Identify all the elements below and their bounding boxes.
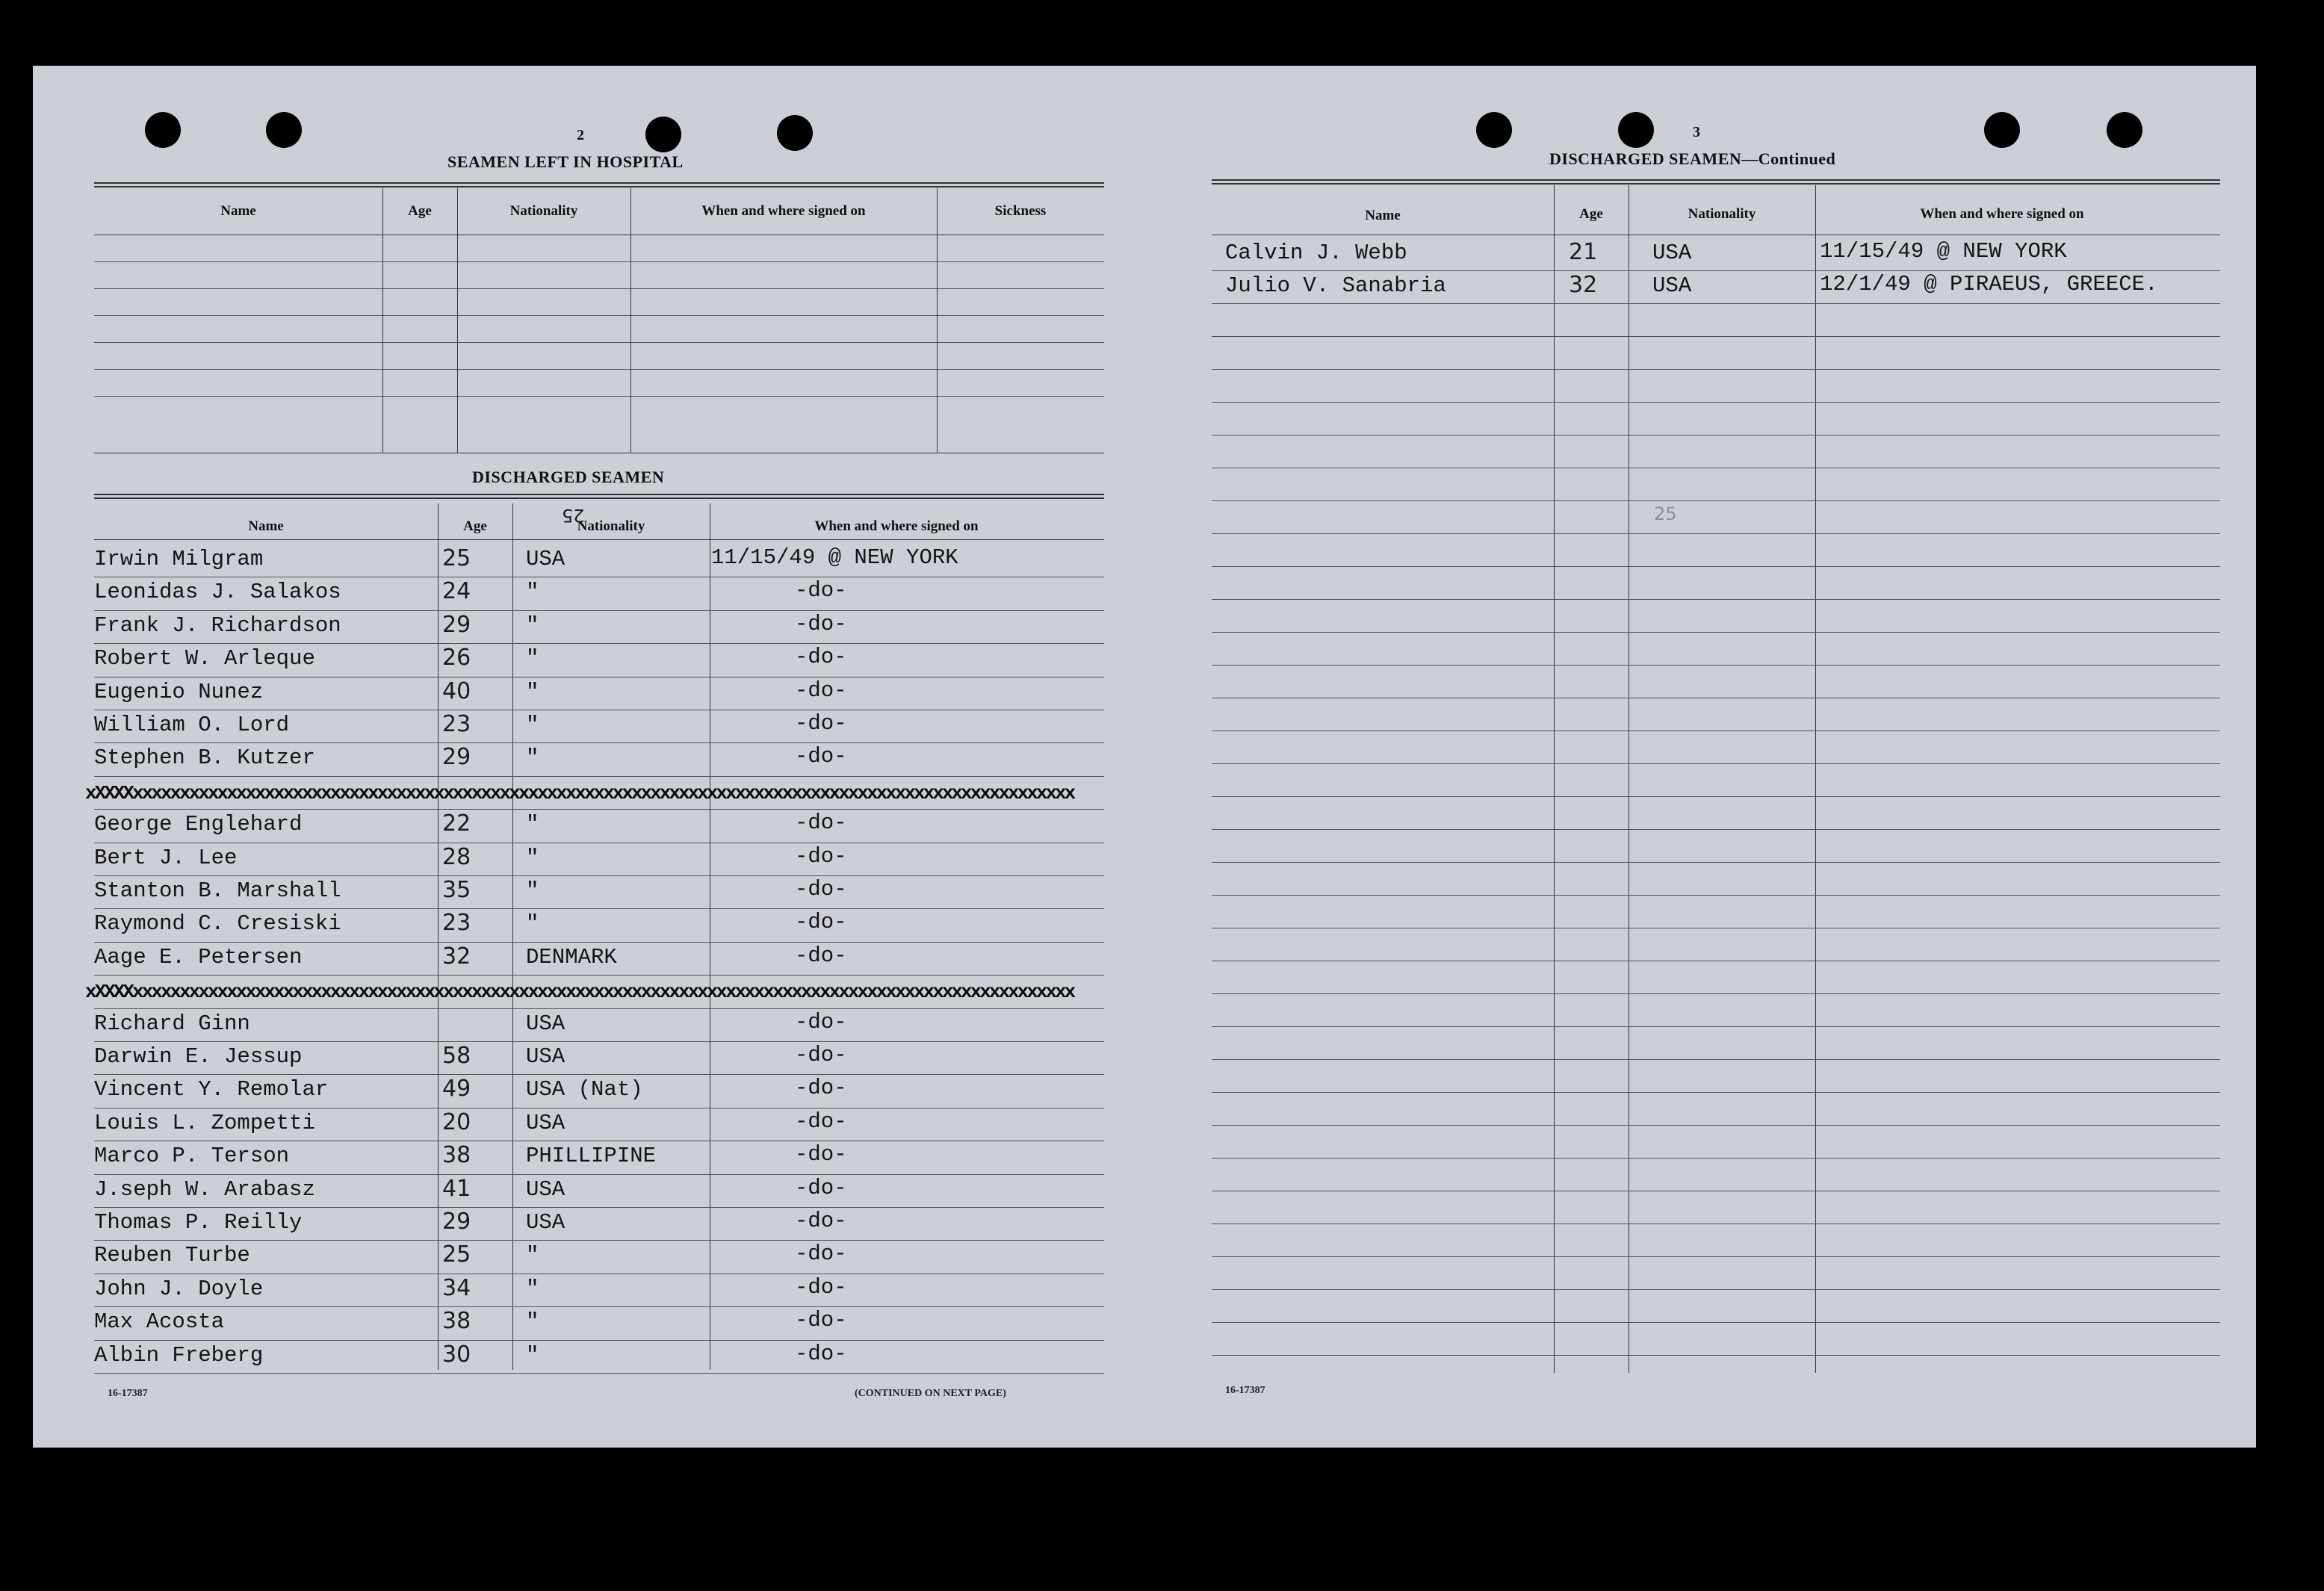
seaman-name: Bert J. Lee bbox=[94, 845, 238, 870]
row-rule bbox=[1212, 369, 2220, 370]
row-rule bbox=[94, 1074, 1104, 1075]
row-rule bbox=[1212, 303, 2220, 304]
seaman-signed-on: -do- bbox=[795, 1009, 847, 1035]
row-rule bbox=[94, 1174, 1104, 1175]
age-annotation: 25 bbox=[562, 505, 585, 526]
discharged-col-name: Name bbox=[248, 518, 284, 534]
row-rule bbox=[94, 1306, 1104, 1307]
right-col-divider bbox=[1815, 185, 1816, 1373]
seaman-age: 29 bbox=[442, 1209, 471, 1235]
seaman-age: 23 bbox=[442, 711, 471, 737]
seaman-age: 22 bbox=[442, 810, 471, 837]
hospital-col-divider bbox=[630, 188, 631, 453]
row-rule bbox=[1212, 895, 2220, 896]
row-rule bbox=[1212, 862, 2220, 863]
seaman-signed-on: -do- bbox=[795, 877, 847, 902]
seaman-name: Raymond C. Cresiski bbox=[94, 911, 341, 937]
seaman-nationality: " bbox=[526, 845, 539, 870]
hospital-col-age: Age bbox=[408, 203, 432, 219]
punch-hole bbox=[645, 117, 681, 152]
seaman-signed-on: -do- bbox=[795, 677, 847, 703]
seaman-age: 40 bbox=[442, 677, 471, 704]
punch-hole bbox=[2107, 112, 2142, 148]
row-rule bbox=[1212, 1256, 2220, 1257]
seaman-name: Reuben Turbe bbox=[94, 1243, 250, 1268]
seaman-nationality: USA bbox=[526, 1210, 565, 1235]
seaman-signed-on: 12/1/49 @ PIRAEUS, GREECE. bbox=[1820, 272, 2158, 297]
right-col-name: Name bbox=[1365, 208, 1401, 223]
seaman-nationality: USA bbox=[526, 1176, 565, 1202]
discharged-top-rule bbox=[94, 494, 1104, 499]
seaman-nationality: " bbox=[526, 812, 539, 837]
seaman-age: 23 bbox=[442, 910, 471, 937]
hospital-row-rule bbox=[94, 315, 1104, 316]
seaman-name: Robert W. Arleque bbox=[94, 646, 315, 672]
row-rule bbox=[1212, 533, 2220, 534]
row-rule bbox=[1212, 566, 2220, 567]
seaman-name: Stephen B. Kutzer bbox=[94, 745, 315, 771]
row-rule bbox=[1212, 1059, 2220, 1060]
seaman-name: Richard Ginn bbox=[94, 1011, 250, 1036]
seaman-name: Frank J. Richardson bbox=[94, 612, 341, 638]
row-rule bbox=[94, 742, 1104, 743]
seaman-nationality: USA bbox=[526, 547, 565, 571]
seaman-nationality: USA bbox=[526, 1011, 565, 1036]
seaman-age: 25 bbox=[442, 545, 471, 571]
hospital-col-divider bbox=[457, 188, 458, 453]
row-rule bbox=[1212, 829, 2220, 830]
seaman-signed-on: -do- bbox=[795, 1142, 847, 1167]
row-rule bbox=[94, 809, 1104, 810]
seaman-name: Louis L. Zompetti bbox=[94, 1110, 315, 1135]
seaman-name: Stanton B. Marshall bbox=[94, 878, 341, 903]
seaman-signed-on: -do- bbox=[795, 1274, 847, 1300]
seaman-signed-on: -do- bbox=[795, 1043, 847, 1067]
form-number: 16-17387 bbox=[108, 1388, 148, 1399]
seaman-signed-on: -do- bbox=[795, 611, 847, 636]
seaman-nationality: USA bbox=[526, 1044, 565, 1069]
seaman-signed-on: -do- bbox=[795, 1308, 847, 1333]
seaman-age: 32 bbox=[442, 943, 471, 970]
discharged-col-signed-on: When and where signed on bbox=[814, 518, 979, 534]
seaman-signed-on: 11/15/49 @ NEW YORK bbox=[1820, 239, 2067, 264]
seaman-age: 21 bbox=[1569, 239, 1598, 265]
seaman-age: 58 bbox=[442, 1043, 471, 1069]
seaman-nationality: USA bbox=[1652, 273, 1692, 298]
punch-hole bbox=[777, 115, 813, 151]
seaman-name: Albin Freberg bbox=[94, 1342, 264, 1368]
row-rule bbox=[1212, 270, 2220, 271]
seaman-nationality: " bbox=[526, 1342, 539, 1368]
seaman-name: Vincent Y. Remolar bbox=[94, 1077, 329, 1102]
seaman-signed-on: -do- bbox=[795, 1108, 847, 1134]
row-rule bbox=[1212, 500, 2220, 501]
seaman-nationality: " bbox=[526, 1276, 539, 1301]
manifest-sheet bbox=[33, 66, 2256, 1448]
row-rule bbox=[1212, 1322, 2220, 1323]
seaman-name: J.seph W. Arabasz bbox=[94, 1176, 315, 1202]
seaman-signed-on: -do- bbox=[795, 843, 847, 869]
row-rule bbox=[94, 1373, 1104, 1374]
hospital-top-rule bbox=[94, 182, 1104, 187]
seaman-name: Julio V. Sanabria bbox=[1225, 273, 1446, 298]
page-number: 3 bbox=[1693, 124, 1700, 140]
punch-hole bbox=[145, 112, 181, 148]
seaman-name: Thomas P. Reilly bbox=[94, 1210, 303, 1235]
seaman-age: 29 bbox=[442, 611, 471, 638]
row-rule bbox=[1212, 1355, 2220, 1356]
row-rule bbox=[94, 875, 1104, 876]
seaman-name: Eugenio Nunez bbox=[94, 679, 264, 704]
seaman-name: Leonidas J. Salakos bbox=[94, 580, 341, 605]
seaman-nationality: USA bbox=[1652, 241, 1692, 265]
punch-hole bbox=[1476, 112, 1512, 148]
seaman-signed-on: -do- bbox=[795, 711, 847, 736]
seaman-name: John J. Doyle bbox=[94, 1276, 264, 1301]
seaman-signed-on: -do- bbox=[795, 744, 847, 769]
hospital-row-rule bbox=[94, 369, 1104, 370]
right-col-signed-on: When and where signed on bbox=[1920, 206, 2084, 222]
row-rule bbox=[1212, 1158, 2220, 1159]
seaman-name: Aage E. Petersen bbox=[94, 944, 303, 970]
hospital-row-rule bbox=[94, 396, 1104, 397]
form-number: 16-17387 bbox=[1225, 1385, 1265, 1396]
row-rule bbox=[94, 1207, 1104, 1208]
seaman-nationality: " bbox=[526, 1309, 539, 1335]
page-number: 2 bbox=[577, 127, 584, 143]
seaman-age: 34 bbox=[442, 1274, 471, 1301]
seaman-name: William O. Lord bbox=[94, 713, 290, 737]
seaman-name: Marco P. Terson bbox=[94, 1144, 290, 1169]
hospital-row-rule bbox=[94, 342, 1104, 343]
seaman-nationality: PHILLIPINE bbox=[526, 1144, 657, 1169]
right-col-age: Age bbox=[1579, 206, 1603, 222]
seaman-age: 24 bbox=[442, 578, 471, 605]
seaman-nationality: " bbox=[526, 713, 539, 737]
seaman-name: George Englehard bbox=[94, 812, 303, 837]
right-top-rule bbox=[1212, 179, 2220, 184]
seaman-age: 41 bbox=[442, 1175, 471, 1202]
discharged-col-nationality: Nationality bbox=[577, 518, 645, 534]
seaman-name: Calvin J. Webb bbox=[1225, 241, 1407, 265]
hospital-col-divider bbox=[382, 188, 383, 453]
continued-note: (CONTINUED ON NEXT PAGE) bbox=[855, 1388, 1006, 1399]
seaman-signed-on: -do- bbox=[795, 1341, 847, 1366]
punch-hole bbox=[1618, 112, 1654, 148]
seaman-nationality: " bbox=[526, 646, 539, 672]
struck-out-row: xXXXXxxxxxxxxxxxxxxxxxxxxxxxxxxxxxxxxxxxxxxxxxxxxxxxxxxxxxxxxxxxxxxxxxxxxxxxxxxxxxxxxxxxxxxxxxxxxxxxxxxxx bbox=[85, 781, 1074, 804]
seaman-age: 26 bbox=[442, 645, 471, 672]
seaman-signed-on: -do- bbox=[795, 1076, 847, 1101]
seaman-signed-on: -do- bbox=[795, 1209, 847, 1233]
seaman-name: Irwin Milgram bbox=[94, 547, 264, 571]
seaman-nationality: USA (Nat) bbox=[526, 1077, 643, 1102]
discharged-col-age: Age bbox=[463, 518, 487, 534]
row-rule bbox=[1212, 632, 2220, 633]
row-rule bbox=[1212, 599, 2220, 600]
seaman-nationality: USA bbox=[526, 1110, 565, 1135]
punch-hole bbox=[266, 112, 302, 148]
seaman-nationality: " bbox=[526, 679, 539, 704]
row-rule bbox=[1212, 402, 2220, 403]
seaman-nationality: " bbox=[526, 911, 539, 937]
hospital-col-signed-on: When and where signed on bbox=[701, 203, 866, 219]
punch-hole bbox=[1984, 112, 2020, 148]
seaman-age: 35 bbox=[442, 877, 471, 903]
faint-annotation: 25 bbox=[1654, 503, 1677, 524]
seaman-nationality: " bbox=[526, 745, 539, 771]
row-rule bbox=[94, 1340, 1104, 1341]
struck-out-row: xXXXXxxxxxxxxxxxxxxxxxxxxxxxxxxxxxxxxxxxxxxxxxxxxxxxxxxxxxxxxxxxxxxxxxxxxxxxxxxxxxxxxxxxxxxxxxxxxxxxxxxxx bbox=[85, 981, 1074, 1004]
right-col-divider bbox=[1554, 185, 1555, 1373]
hospital-col-nationality: Nationality bbox=[509, 203, 578, 219]
seaman-nationality: " bbox=[526, 878, 539, 903]
hospital-row-rule bbox=[94, 261, 1104, 262]
seaman-name: Darwin E. Jessup bbox=[94, 1044, 303, 1069]
seaman-signed-on: -do- bbox=[795, 1175, 847, 1200]
hospital-row-rule bbox=[94, 288, 1104, 289]
row-rule bbox=[94, 975, 1104, 976]
discharged-header-rule bbox=[94, 539, 1104, 540]
hospital-col-divider bbox=[937, 188, 938, 453]
row-rule bbox=[1212, 1125, 2220, 1126]
right-col-nationality: Nationality bbox=[1688, 206, 1756, 222]
hospital-col-sickness: Sickness bbox=[994, 203, 1047, 219]
row-rule bbox=[94, 776, 1104, 777]
seaman-name: Max Acosta bbox=[94, 1309, 225, 1335]
seaman-age: 38 bbox=[442, 1308, 471, 1335]
hospital-col-name: Name bbox=[220, 203, 256, 219]
row-rule bbox=[1212, 665, 2220, 666]
seaman-age: 32 bbox=[1569, 272, 1598, 298]
seaman-signed-on: -do- bbox=[795, 645, 847, 670]
seaman-signed-on: -do- bbox=[795, 1241, 847, 1267]
hospital-heading: SEAMEN LEFT IN HOSPITAL bbox=[447, 152, 684, 171]
discharged-heading: DISCHARGED SEAMEN bbox=[472, 468, 665, 486]
seaman-signed-on: -do- bbox=[795, 943, 847, 968]
seaman-age: 49 bbox=[442, 1076, 471, 1102]
seaman-nationality: DENMARK bbox=[526, 944, 617, 970]
seaman-age: 38 bbox=[442, 1142, 471, 1169]
row-rule bbox=[94, 643, 1104, 644]
row-rule bbox=[1212, 1026, 2220, 1027]
seaman-age: 25 bbox=[442, 1241, 471, 1268]
row-rule bbox=[1212, 993, 2220, 994]
row-rule bbox=[94, 1041, 1104, 1042]
seaman-nationality: " bbox=[526, 580, 539, 605]
row-rule bbox=[94, 908, 1104, 909]
seaman-age: 30 bbox=[442, 1341, 471, 1368]
row-rule bbox=[94, 1008, 1104, 1009]
row-rule bbox=[1212, 763, 2220, 764]
seaman-signed-on: -do- bbox=[795, 810, 847, 836]
row-rule bbox=[1212, 336, 2220, 337]
seaman-nationality: " bbox=[526, 1243, 539, 1268]
seaman-age: 20 bbox=[442, 1108, 471, 1135]
seaman-age: 29 bbox=[442, 744, 471, 771]
seaman-signed-on: -do- bbox=[795, 910, 847, 935]
seaman-signed-on: -do- bbox=[795, 578, 847, 604]
seaman-signed-on: 11/15/49 @ NEW YORK bbox=[711, 545, 958, 570]
row-rule bbox=[1212, 1092, 2220, 1093]
seaman-nationality: " bbox=[526, 612, 539, 638]
seaman-age: 28 bbox=[442, 843, 471, 870]
discharged-continued-heading: DISCHARGED SEAMEN—Continued bbox=[1549, 149, 1836, 168]
row-rule bbox=[94, 1240, 1104, 1241]
row-rule bbox=[1212, 796, 2220, 797]
row-rule bbox=[94, 942, 1104, 943]
row-rule bbox=[94, 610, 1104, 611]
row-rule bbox=[1212, 1289, 2220, 1290]
